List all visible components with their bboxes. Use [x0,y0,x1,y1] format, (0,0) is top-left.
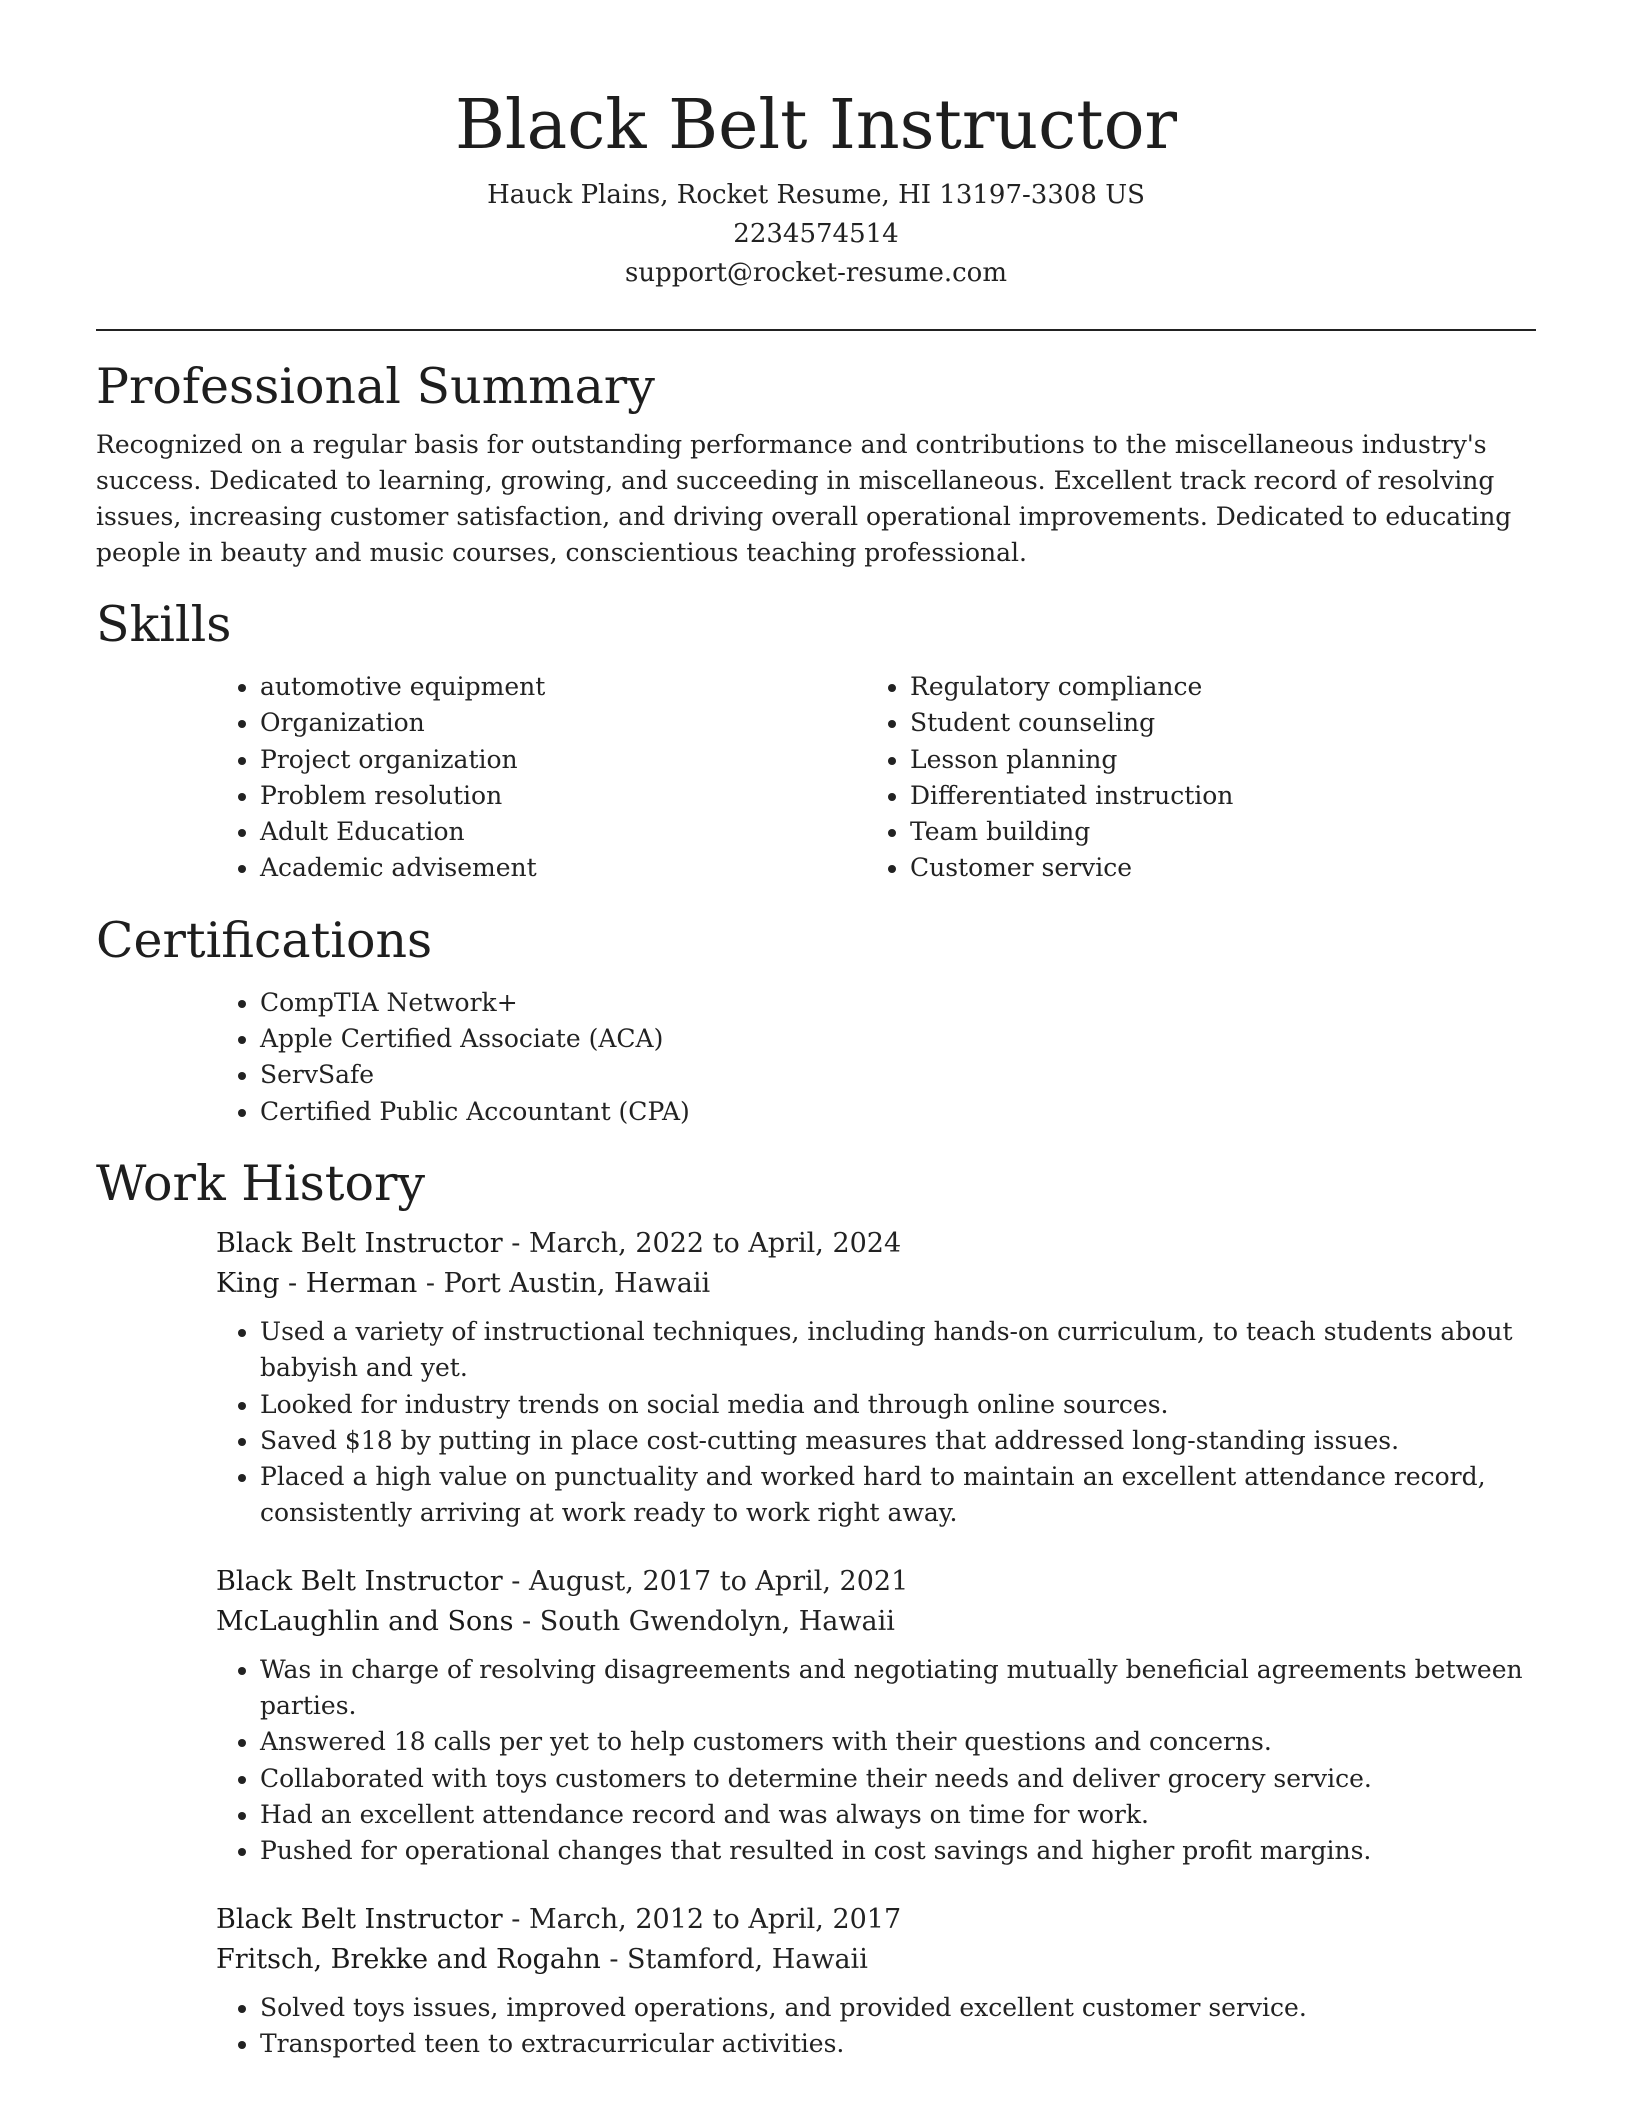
summary-section [96,357,1536,571]
certification-item: • Apple Certified Associate (ACA) [260,1021,1536,1057]
job-bullet: • Saved $18 by putting in place cost-cutting measures that addressed long-standing issues. [260,1423,1536,1459]
work-history-section [96,1154,1536,2062]
skill-item: • Academic advisement [260,850,866,886]
certifications-list-wrap [216,985,1536,1130]
job-location: - Port Austin, Hawaii [417,1267,711,1299]
skills-grid [216,669,1536,887]
skills-heading: Skills [96,596,232,653]
skills-column-left [216,669,866,887]
skill-item: • Customer service [910,850,1516,886]
certification-item: • ServSafe [260,1057,1536,1093]
resume-page [96,0,1536,2062]
job-bullets [216,1652,1536,1870]
job-dates: - August, 2017 to April, 2021 [502,1565,909,1597]
job-title-line [216,1224,1536,1264]
skill-item: • automotive equipment [260,669,866,705]
job-bullet: • Was in charge of resolving disagreements and negotiating mutually beneficial agreements between parties. [260,1652,1536,1725]
job-company: McLaughlin and Sons [216,1605,514,1637]
contact-phone: 2234574514 [733,219,899,249]
job-entry [216,1224,1536,1532]
job-bullet: • Used a variety of instructional techniques, including hands-on curriculum, to teach students about babyish and yet. [260,1314,1536,1387]
resume-name: Black Belt Instructor [454,86,1178,165]
job-bullets [216,1990,1536,2063]
skill-item: • Adult Education [260,814,866,850]
summary-heading: Professional Summary [96,358,655,415]
job-location: - Stamford, Hawaii [600,1943,868,1975]
job-company-line [216,1602,1536,1642]
certifications-list [216,985,1536,1130]
skill-item: • Lesson planning [910,742,1516,778]
job-location: - South Gwendolyn, Hawaii [513,1605,895,1637]
job-bullet: • Pushed for operational changes that resulted in cost savings and higher profit margins. [260,1833,1536,1869]
job-role: Black Belt Instructor [216,1565,503,1597]
job-bullet: • Solved toys issues, improved operations, and provided excellent customer service. [260,1990,1536,2026]
skill-item: • Team building [910,814,1516,850]
job-role: Black Belt Instructor [216,1227,503,1259]
summary-text: Recognized on a regular basis for outstanding performance and contributions to the miscellaneous industry's success. Dedicated to learning, growing, and succeeding in miscellaneous. Excellent track record of resolving issues, increasing customer satisfaction, and driving overall operational improvements. Dedicated to educating people in beauty and music courses, conscientious teaching professional. [96,430,1512,567]
job-role: Black Belt Instructor [216,1903,503,1935]
job-bullet: • Placed a high value on punctuality and worked hard to maintain an excellent attendance record, consistently arriving at work ready to work right away. [260,1459,1536,1532]
job-bullets [216,1314,1536,1532]
job-dates: - March, 2012 to April, 2017 [502,1903,902,1935]
skill-item: • Problem resolution [260,778,866,814]
job-dates: - March, 2022 to April, 2024 [502,1227,902,1259]
skill-item: • Project organization [260,742,866,778]
job-bullet: • Looked for industry trends on social media and through online sources. [260,1387,1536,1423]
job-bullet: • Had an excellent attendance record and was always on time for work. [260,1797,1536,1833]
job-company-line [216,1940,1536,1980]
certification-item: • CompTIA Network+ [260,985,1536,1021]
contact-address: Hauck Plains, Rocket Resume, HI 13197-3308 US [487,180,1145,210]
header-divider [96,329,1536,331]
job-title-line [216,1900,1536,1940]
certifications-section [96,911,1536,1130]
skill-item: • Organization [260,705,866,741]
job-entry [216,1562,1536,1870]
skill-item: • Differentiated instruction [910,778,1516,814]
job-title-line [216,1562,1536,1602]
job-bullet: • Transported teen to extracurricular activities. [260,2026,1536,2062]
job-bullet: • Answered 18 calls per yet to help customers with their questions and concerns. [260,1724,1536,1760]
job-bullet: • Collaborated with toys customers to determine their needs and deliver grocery service. [260,1761,1536,1797]
skill-item: • Regulatory compliance [910,669,1516,705]
job-company: King - Herman [216,1267,418,1299]
job-entry [216,1900,1536,2063]
skills-column-right [866,669,1516,887]
job-company: Fritsch, Brekke and Rogahn [216,1943,601,1975]
work-history-heading: Work History [96,1154,426,1212]
contact-email: support@rocket-resume.com [624,258,1007,288]
resume-header [96,0,1536,293]
contact-block [96,176,1536,293]
job-company-line [216,1264,1536,1304]
certification-item: • Certified Public Accountant (CPA) [260,1094,1536,1130]
skill-item: • Student counseling [910,705,1516,741]
skills-section [96,595,1536,887]
certifications-heading: Certifications [96,911,433,969]
